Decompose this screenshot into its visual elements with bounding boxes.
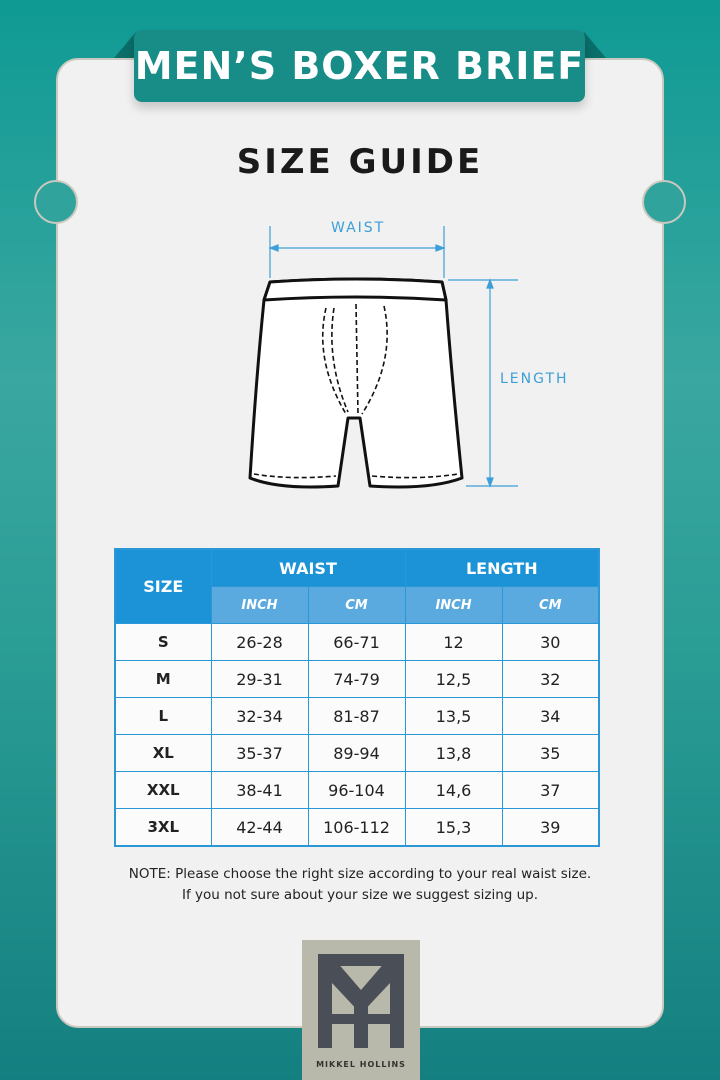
length-inch-cell: 12: [405, 624, 502, 661]
table-row: [115, 624, 599, 661]
waist-cm-cell: 81-87: [308, 698, 405, 735]
size-cell: XXL: [115, 772, 211, 809]
size-table: [114, 548, 600, 847]
unit-header: CM: [308, 587, 405, 624]
waist-cm-cell: 74-79: [308, 661, 405, 698]
length-label: LENGTH: [500, 371, 569, 387]
length-cm-cell: 35: [502, 735, 599, 772]
brand-name: MIKKEL HOLLINS: [316, 1060, 406, 1069]
unit-header: CM: [502, 587, 599, 624]
length-inch-cell: 12,5: [405, 661, 502, 698]
table-row: [115, 772, 599, 809]
waist-cm-cell: 96-104: [308, 772, 405, 809]
size-cell: L: [115, 698, 211, 735]
size-column-header: SIZE: [115, 549, 211, 624]
waist-cm-cell: 89-94: [308, 735, 405, 772]
table-row: [115, 661, 599, 698]
unit-header: INCH: [211, 587, 308, 624]
waist-cm-cell: 106-112: [308, 809, 405, 847]
table-row: [115, 809, 599, 847]
length-inch-cell: 13,5: [405, 698, 502, 735]
table-row: [115, 698, 599, 735]
page-title: MEN’S BOXER BRIEF: [134, 44, 585, 88]
waist-inch-cell: 38-41: [211, 772, 308, 809]
size-guide-heading: SIZE GUIDE: [236, 142, 484, 182]
size-cell: XL: [115, 735, 211, 772]
length-inch-cell: 14,6: [405, 772, 502, 809]
brand-logo: [302, 940, 420, 1080]
length-cm-cell: 37: [502, 772, 599, 809]
size-cell: S: [115, 624, 211, 661]
size-cell: 3XL: [115, 809, 211, 847]
waist-inch-cell: 26-28: [211, 624, 308, 661]
length-cm-cell: 32: [502, 661, 599, 698]
waist-label: WAIST: [331, 220, 386, 236]
waist-cm-cell: 66-71: [308, 624, 405, 661]
waist-group-header: WAIST: [211, 549, 405, 587]
table-row: [115, 735, 599, 772]
boxer-outline: [250, 279, 462, 487]
unit-header: INCH: [405, 587, 502, 624]
size-cell: M: [115, 661, 211, 698]
waist-inch-cell: 42-44: [211, 809, 308, 847]
size-note: [0, 864, 720, 906]
length-cm-cell: 34: [502, 698, 599, 735]
length-cm-cell: 39: [502, 809, 599, 847]
waist-inch-cell: 32-34: [211, 698, 308, 735]
waist-inch-cell: 29-31: [211, 661, 308, 698]
note-line-1: NOTE: Please choose the right size according to your real waist size.: [128, 866, 592, 882]
brand-monogram-icon: [302, 940, 420, 1058]
length-inch-cell: 13,8: [405, 735, 502, 772]
length-cm-cell: 30: [502, 624, 599, 661]
length-group-header: LENGTH: [405, 549, 599, 587]
waist-inch-cell: 35-37: [211, 735, 308, 772]
note-line-2: If you not sure about your size we suggest sizing up.: [181, 887, 539, 903]
length-inch-cell: 15,3: [405, 809, 502, 847]
